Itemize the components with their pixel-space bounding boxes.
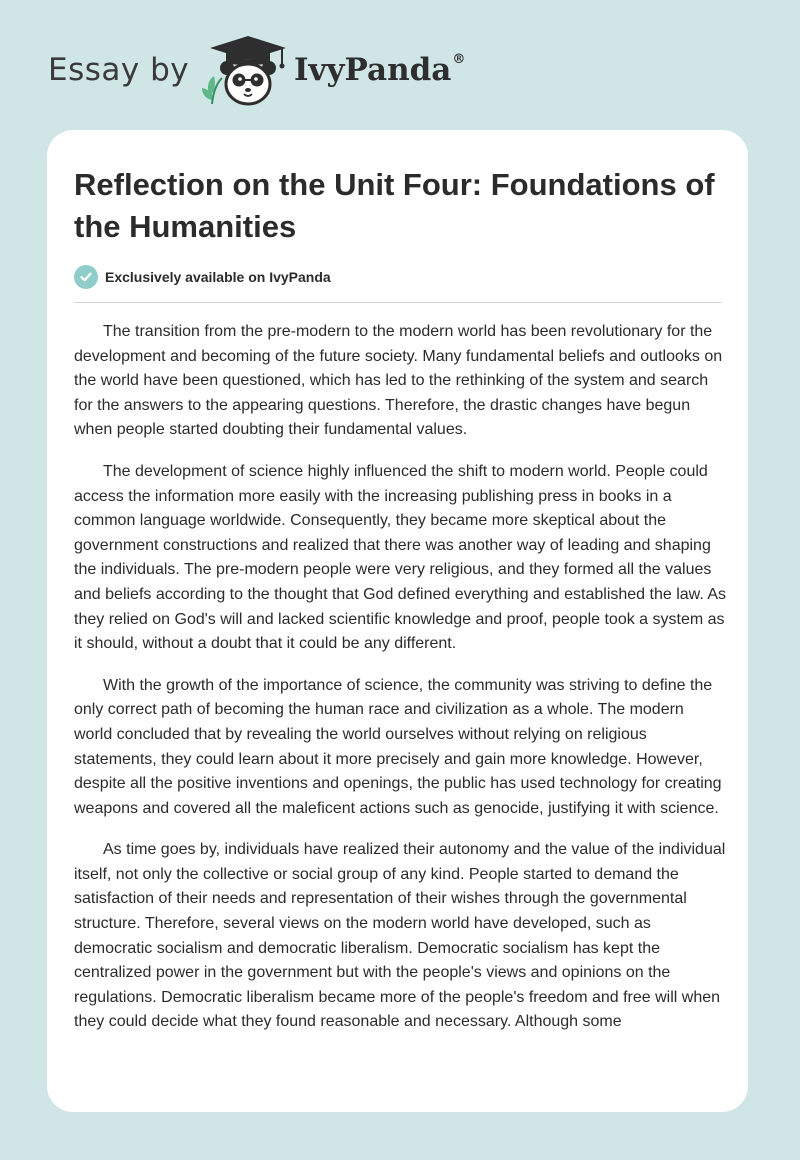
brand-name[interactable] bbox=[294, 52, 465, 88]
essay-title: Reflection on the Unit Four: Foundations of the Humanities bbox=[74, 167, 715, 244]
registered-mark: ® bbox=[452, 51, 466, 67]
brand-name-text: IvyPanda bbox=[294, 52, 452, 88]
ivypanda-logo-icon[interactable] bbox=[200, 34, 290, 110]
essay-paragraph: As time goes by, individuals have realized their autonomy and the value of the individual itself, not only the collective or social group of any kind. People started to demand the satisfaction of their needs and representation of their wishes through the governmental structure. Therefore, several views on the modern world have developed, such as democratic socialism and democratic liberalism. Democratic socialism has kept the centralized power in the government but with the people's views and opinions on the regulations. Democratic liberalism became more of the people's freedom and free will when they could decide what they found reasonable and necessary. Although some bbox=[74, 841, 726, 1031]
site-header bbox=[48, 34, 488, 114]
essay-paragraph: With the growth of the importance of science, the community was striving to define the only correct path of becoming the human race and civilization as a whole. The modern world concluded that by revealing the world ourselves without relying on religious statements, they could learn about it more precisely and gain more knowledge. However, despite all the positive inventions and openings, the public has used technology for creating weapons and covered all the maleficent actions such as genocide, justifying it with science. bbox=[74, 676, 722, 817]
essay-body bbox=[74, 320, 726, 1052]
check-circle-icon bbox=[74, 265, 98, 289]
essay-card bbox=[47, 130, 748, 1112]
exclusive-availability bbox=[74, 263, 331, 291]
exclusive-label: Exclusively available on IvyPanda bbox=[105, 269, 331, 285]
essay-paragraph: The transition from the pre-modern to the modern world has been revolutionary for the development and becoming of the future society. Many fundamental beliefs and outlooks on the world have been questioned, which has led to the rethinking of the system and search for the answers to the appearing questions. Therefore, the drastic changes have begun when people started doubting their fundamental values. bbox=[74, 323, 723, 439]
essay-paragraph: The development of science highly influenced the shift to modern world. People could access the information more easily with the increasing publishing press in books in a common language worldwide. Consequently, they became more skeptical about the government constructions and realized that there was another way of leading and shaping the individuals. The pre-modern people were very religious, and they formed all the values and beliefs according to the thought that God defined everything and established the law. As they relied on God's will and lacked scientific knowledge and proof, people took a system as it should, without a doubt that it could be any different. bbox=[74, 462, 727, 653]
title-divider bbox=[74, 302, 722, 303]
essay-by-label: Essay by bbox=[48, 52, 190, 88]
